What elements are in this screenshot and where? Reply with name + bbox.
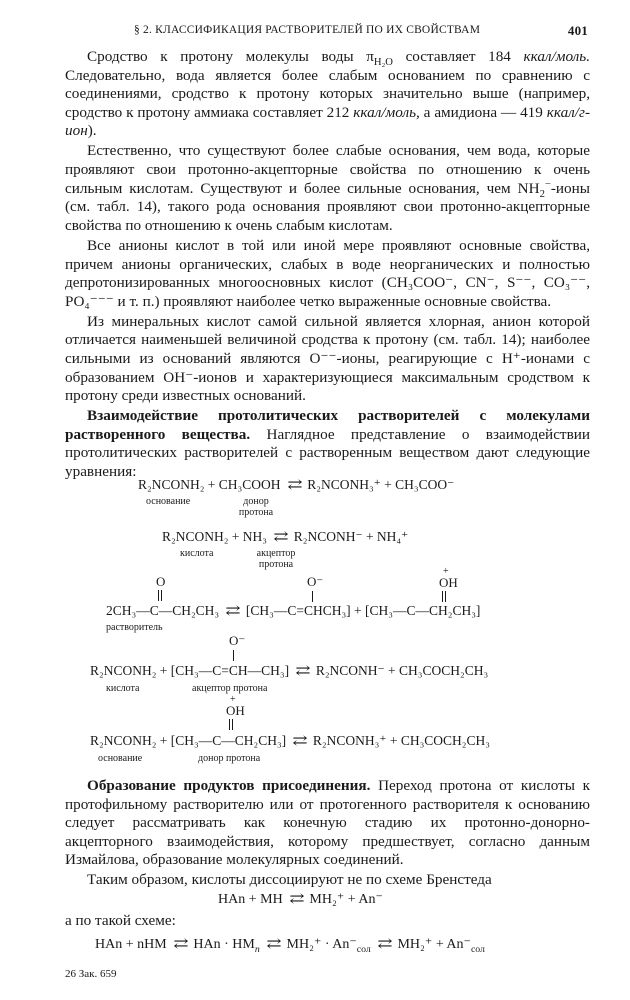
equation-7 [95,936,485,953]
heading-addition-products: Образование продуктов присоединения. [87,777,371,794]
paragraph-1 [65,48,590,141]
eq4-single-bond [233,650,234,661]
eq3-enolate-o: O⁻ [307,574,324,589]
eq3-single-bond [312,591,313,602]
eq5-label-base: основание [98,753,143,764]
eq3-left: 2CH₃—C—CH₂CH₃ [106,603,220,618]
p1-unit2: ккал/моль, [353,103,420,121]
equilibrium-arrow-icon: ⇄ [289,892,304,907]
p1-text-e: ). [87,122,97,140]
eq6-left: HAn + MH [218,892,283,907]
eq1-label-donor-a: донор [243,496,269,507]
eq2-label-acid: кислота [180,548,214,559]
equilibrium-arrow-icon: ⇄ [295,664,310,679]
p1-unit1: ккал/моль. [523,48,590,65]
equation-3 [106,603,480,620]
eq2-label-acceptor-a: акцептор [256,548,296,559]
page-number: 401 [567,23,588,38]
eq2-label-acceptor-b: протона [258,559,294,570]
eq2-label-acceptor [250,548,302,570]
p1-text-d: а амидиона — 419 [419,103,547,121]
signature-mark: 26 Зак. 659 [65,968,117,980]
equation-5 [90,733,490,750]
eq1-left: R₂NCONH₂ + CH₃COOH [138,477,281,492]
equation-2 [162,529,408,546]
eq4-label-acid: кислота [106,683,140,694]
eq3-ketone-o: O [156,574,166,589]
p2-text-b: -ионы (см. табл. 14), такого рода основания проявляют свои протонно-акцепторные свойства по отношению к очень слабым кислотам. [65,179,590,234]
p1-text-b: составляет 184 [392,48,524,65]
equation-1 [138,477,454,494]
eq5-left: R₂NCONH₂ + [CH₃—C—CH₂CH₃] [90,733,287,748]
paragraph-6 [65,777,590,870]
eq3-double-bond-2 [442,591,446,602]
body-text-lower [65,777,590,892]
eq5-oh-plus: + [230,694,236,705]
p5-text: Наглядное представление о взаимодействии протолитических растворителей с растворенным веществом дают следующие уравнения: [65,425,590,481]
eq4-enolate-o: O⁻ [229,633,246,648]
p1-unit3: ккал/г-ион [65,103,590,140]
eq3-oh-plus: + [443,566,449,577]
eq3-double-bond-1 [158,590,162,601]
eq7-a: HAn + nHM [95,937,167,952]
eq4-label-acceptor: акцептор протона [192,683,268,694]
paragraph-4: Из минеральных кислот самой сильной является хлорная, анион которой отличается наименьшей величиной сродства к протону (см. табл. 14); наиболее сильными из оснований являются O⁻⁻-ионы, реагирующие с H⁺-ионами с образованием OH⁻-ионов и характеризующиеся максимальным сродством к протону среди известных оснований. [65,312,590,405]
running-header [78,24,588,42]
eq7-b: HAn · HM [193,937,255,952]
eq7-d: MH₂⁺ + An⁻ [397,937,471,952]
p1-text-a: Сродство к протону молекулы воды π [87,48,374,65]
eq7-b-sub: n [254,943,260,955]
heading-interaction: Взаимодействие протолитических растворителей с молекулами растворенного вещества. [65,407,590,443]
p6-text: Переход протона от кислоты к протофильному растворителю или от протогенного растворителя к основанию следует рассматривать как конечную стадию их протонно-донорно-акцепторного взаимодействия, которому предшествует, согласно данным Измайлова, образование молекулярных соединений. [65,777,590,869]
eq1-label-base: основание [146,496,191,507]
equilibrium-arrow-icon: ⇄ [266,937,281,952]
paragraph-7: Таким образом, кислоты диссоциируют не по схеме Бренстеда [87,871,492,889]
body-text-final [65,912,590,932]
eq7-c-sub: сол [356,943,371,955]
eq2-left: R₂NCONH₂ + NH₃ [162,529,267,544]
p2-text-a: Естественно, что существуют более слабые основания, чем вода, которые проявляют свои протонно-акцепторные свойства по отношению к очень сильным кислотам. Существуют и более сильные основания, чем NH [65,142,590,197]
eq4-right: R₂NCONH⁻ + CH₃COCH₂CH₃ [315,663,489,678]
equation-4 [90,663,488,680]
paragraph-5 [65,407,590,481]
eq6-right: MH₂⁺ + An⁻ [309,892,383,907]
eq2-right: R₂NCONH⁻ + NH₄⁺ [293,529,409,544]
equilibrium-arrow-icon: ⇄ [377,937,392,952]
body-text [65,48,590,483]
equilibrium-arrow-icon: ⇄ [286,478,301,493]
eq3-label-solvent: растворитель [106,622,163,633]
equilibrium-arrow-icon: ⇄ [225,604,240,619]
equilibrium-arrow-icon: ⇄ [273,530,288,545]
eq7-d-sub: сол [470,943,485,955]
p1-sub: H₂O [373,57,393,69]
equilibrium-arrow-icon: ⇄ [173,937,188,952]
eq1-label-donor-b: протона [238,507,274,518]
eq5-label-donor: донор протона [198,753,261,764]
eq1-right: R₂NCONH₃⁺ + CH₃COO⁻ [307,477,455,492]
p1-text-c: Следовательно, вода является более слабым основанием по сравнению с соединениями, сродство к протону которых значительно выше (например, сродство к протону аммиака составляет 212 [65,66,590,121]
paragraph-8: а по такой схеме: [65,912,176,929]
header-title: § 2. КЛАССИФИКАЦИЯ РАСТВОРИТЕЛЕЙ ПО ИХ СВОЙСТВАМ [134,24,481,36]
eq5-right: R₂NCONH₃⁺ + CH₃COCH₂CH₃ [312,733,490,748]
equation-6 [218,891,383,908]
eq5-double-bond [229,719,233,730]
paragraph-3: Все анионы кислот в той или иной мере проявляют основные свойства, причем анионы органических, слабых в воде неорганических и полностью депротонизированных многоосновных кислот (CH₃COO⁻, CN⁻, S⁻⁻, CO₃⁻⁻, PO₄⁻⁻⁻ и т. п.) проявляют наиболее четко выраженные основные свойства. [65,236,590,310]
eq3-oh: OH [439,575,458,590]
eq7-c: MH₂⁺ · An⁻ [286,937,357,952]
equilibrium-arrow-icon: ⇄ [292,734,307,749]
eq5-oh: OH [226,703,245,718]
paragraph-2: Естественно, что существуют более слабые основания, чем вода, которые проявляют свои протонно-акцепторные свойства по отношению к очень сильным кислотам. Существуют и более сильные основания, чем $NH_2^-$-ионы (см. табл. 14), такого рода основания проявляют свои протонно-акцепторные свойства по отношению к очень слабым кислотам. [65,142,590,234]
eq3-right: [CH₃—C=CHCH₃] + [CH₃—C—CH₂CH₃] [245,603,481,618]
eq1-label-donor [236,496,276,518]
eq4-left: R₂NCONH₂ + [CH₃—C=CH—CH₃] [90,663,290,678]
